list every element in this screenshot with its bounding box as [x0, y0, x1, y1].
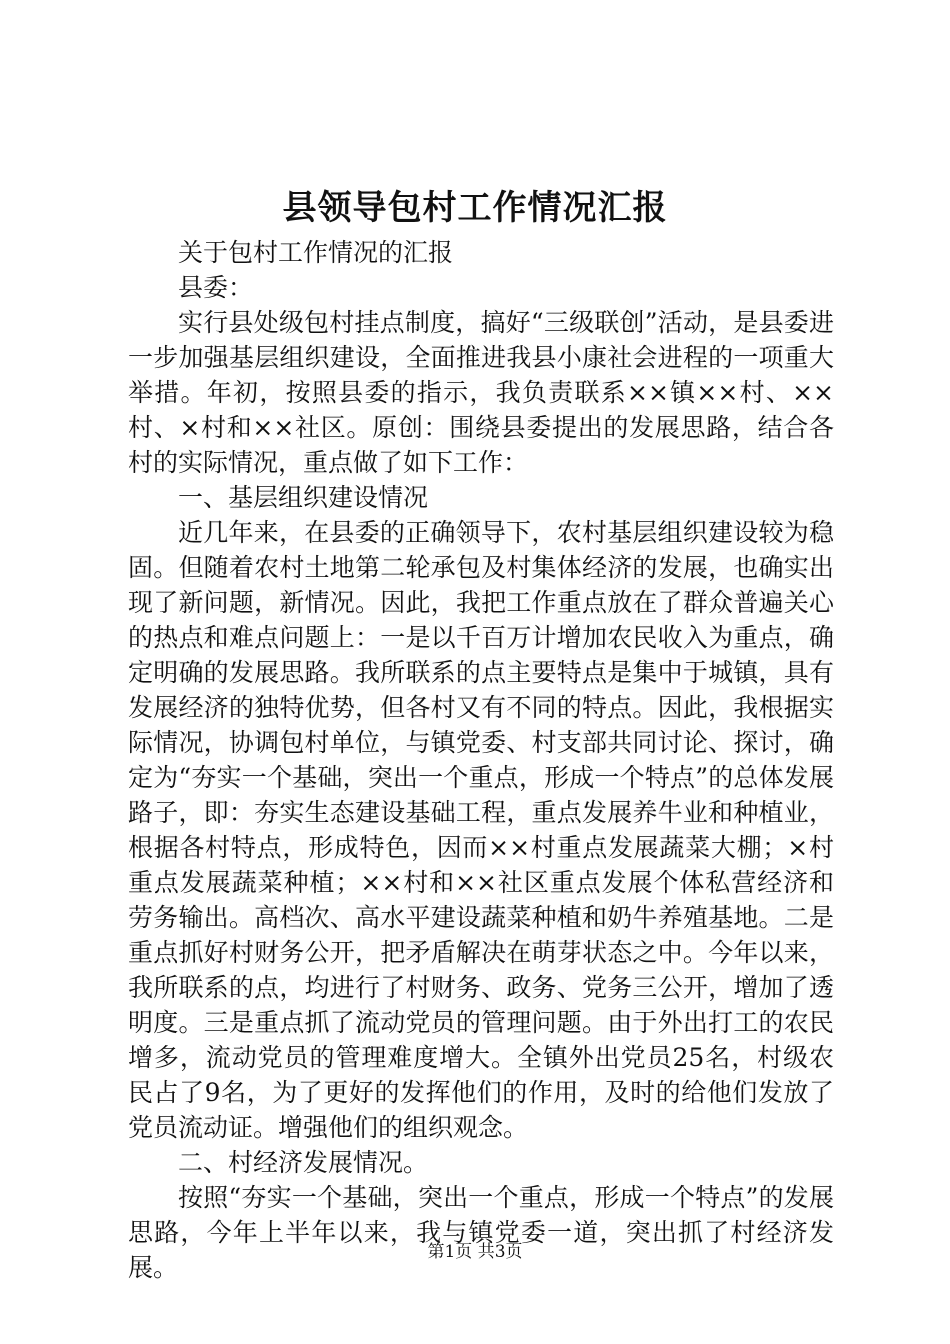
document-body [128, 235, 834, 1285]
paragraph-subject: 关于包村工作情况的汇报 [178, 238, 454, 267]
paragraph-section-1: 近几年来，在县委的正确领导下，农村基层组织建设较为稳固。但随着农村土地第二轮承包及村集体经济的发展，也确实出现了新问题，新情况。因此，我把工作重点放在了群众普遍关心的热点和难点问题上：一是以千百万计增加农民收入为重点，确定明确的发展思路。我所联系的点主要特点是集中于城镇，具有发展经济的独特优势，但各村又有不同的特点。因此，我根据实际情况，协调包村单位，与镇党委、村支部共同讨论、探讨，确定为“夯实一个基础，突出一个重点，形成一个特点”的总体发展路子，即：夯实生态建设基础工程，重点发展养牛业和种植业，根据各村特点，形成特色，因而××村重点发展蔬菜大棚；×村重点发展蔬菜种植；××村和××社区重点发展个体私营经济和劳务输出。高档次、高水平建设蔬菜种植和奶牛养殖基地。二是重点抓好村财务公开，把矛盾解决在萌芽状态之中。今年以来，我所联系的点，均进行了村财务、政务、党务三公开，增加了透明度。三是重点抓了流动党员的管理问题。由于外出打工的农民增多，流动党员的管理难度增大。全镇外出党员25名，村级农民占了9名，为了更好的发挥他们的作用，及时的给他们发放了党员流动证。增强他们的组织观念。 [128, 518, 834, 1142]
paragraph-addressee: 县委： [178, 273, 254, 302]
paragraph-intro: 实行县处级包村挂点制度，搞好“三级联创”活动，是县委进一步加强基层组织建设，全面推进我县小康社会进程的一项重大举措。年初，按照县委的指示，我负责联系××镇××村、××村、×村和××社区。原创：围绕县委提出的发展思路，结合各村的实际情况，重点做了如下工作： [128, 308, 834, 477]
paragraph-section-2: 按照“夯实一个基础，突出一个重点，形成一个特点”的发展思路，今年上半年以来，我与镇党委一道，突出抓了村经济发展。 [128, 1183, 834, 1282]
section-heading-1: 一、基层组织建设情况 [178, 483, 429, 512]
page-footer: 第1页 共3页 [427, 1242, 523, 1262]
document-title: 县领导包村工作情况汇报 [282, 188, 668, 228]
section-heading-2: 二、村经济发展情况。 [178, 1148, 429, 1177]
